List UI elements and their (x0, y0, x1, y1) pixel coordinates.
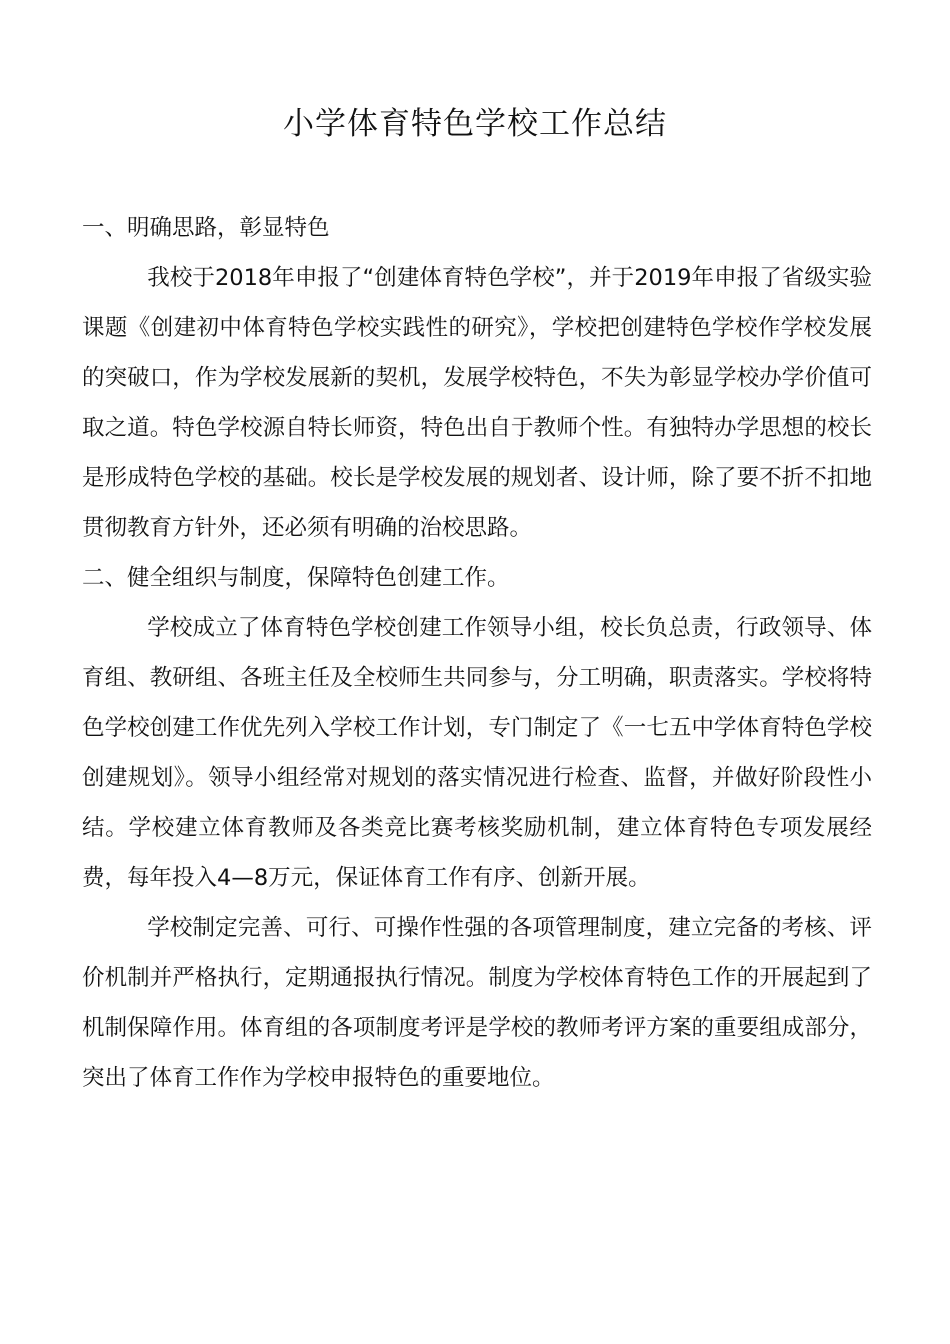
section-heading-2: 二、健全组织与制度，保障特色创建工作。 (82, 565, 510, 591)
document-body (82, 203, 872, 1103)
section-heading-1: 一、明确思路，彰显特色 (82, 215, 330, 241)
section-2-paragraph-1: 学校成立了体育特色学校创建工作领导小组，校长负总责，行政领导、体育组、教研组、各班主任及全校师生共同参与，分工明确，职责落实。学校将特色学校创建工作优先列入学校工作计划，专门制定了《一七五中学体育特色学校创建规划》。领导小组经常对规划的落实情况进行检查、监督，并做好阶段性小结。学校建立体育教师及各类竞比赛考核奖励机制，建立体育特色专项发展经费，每年投入4—8万元，保证体育工作有序、创新开展。 (82, 615, 872, 891)
section-1-paragraph-1: 我校于2018年申报了“创建体育特色学校”，并于2019年申报了省级实验课题《创建初中体育特色学校实践性的研究》，学校把创建特色学校作学校发展的突破口，作为学校发展新的契机，发展学校特色，不失为彰显学校办学价值可取之道。特色学校源自特长师资，特色出自于教师个性。有独特办学思想的校长是形成特色学校的基础。校长是学校发展的规划者、设计师，除了要不折不扣地贯彻教育方针外，还必须有明确的治校思路。 (82, 265, 872, 541)
section-2-paragraph-2: 学校制定完善、可行、可操作性强的各项管理制度，建立完备的考核、评价机制并严格执行，定期通报执行情况。制度为学校体育特色工作的开展起到了机制保障作用。体育组的各项制度考评是学校的教师考评方案的重要组成部分，突出了体育工作作为学校申报特色的重要地位。 (82, 915, 872, 1091)
document-title: 小学体育特色学校工作总结 (283, 106, 667, 142)
